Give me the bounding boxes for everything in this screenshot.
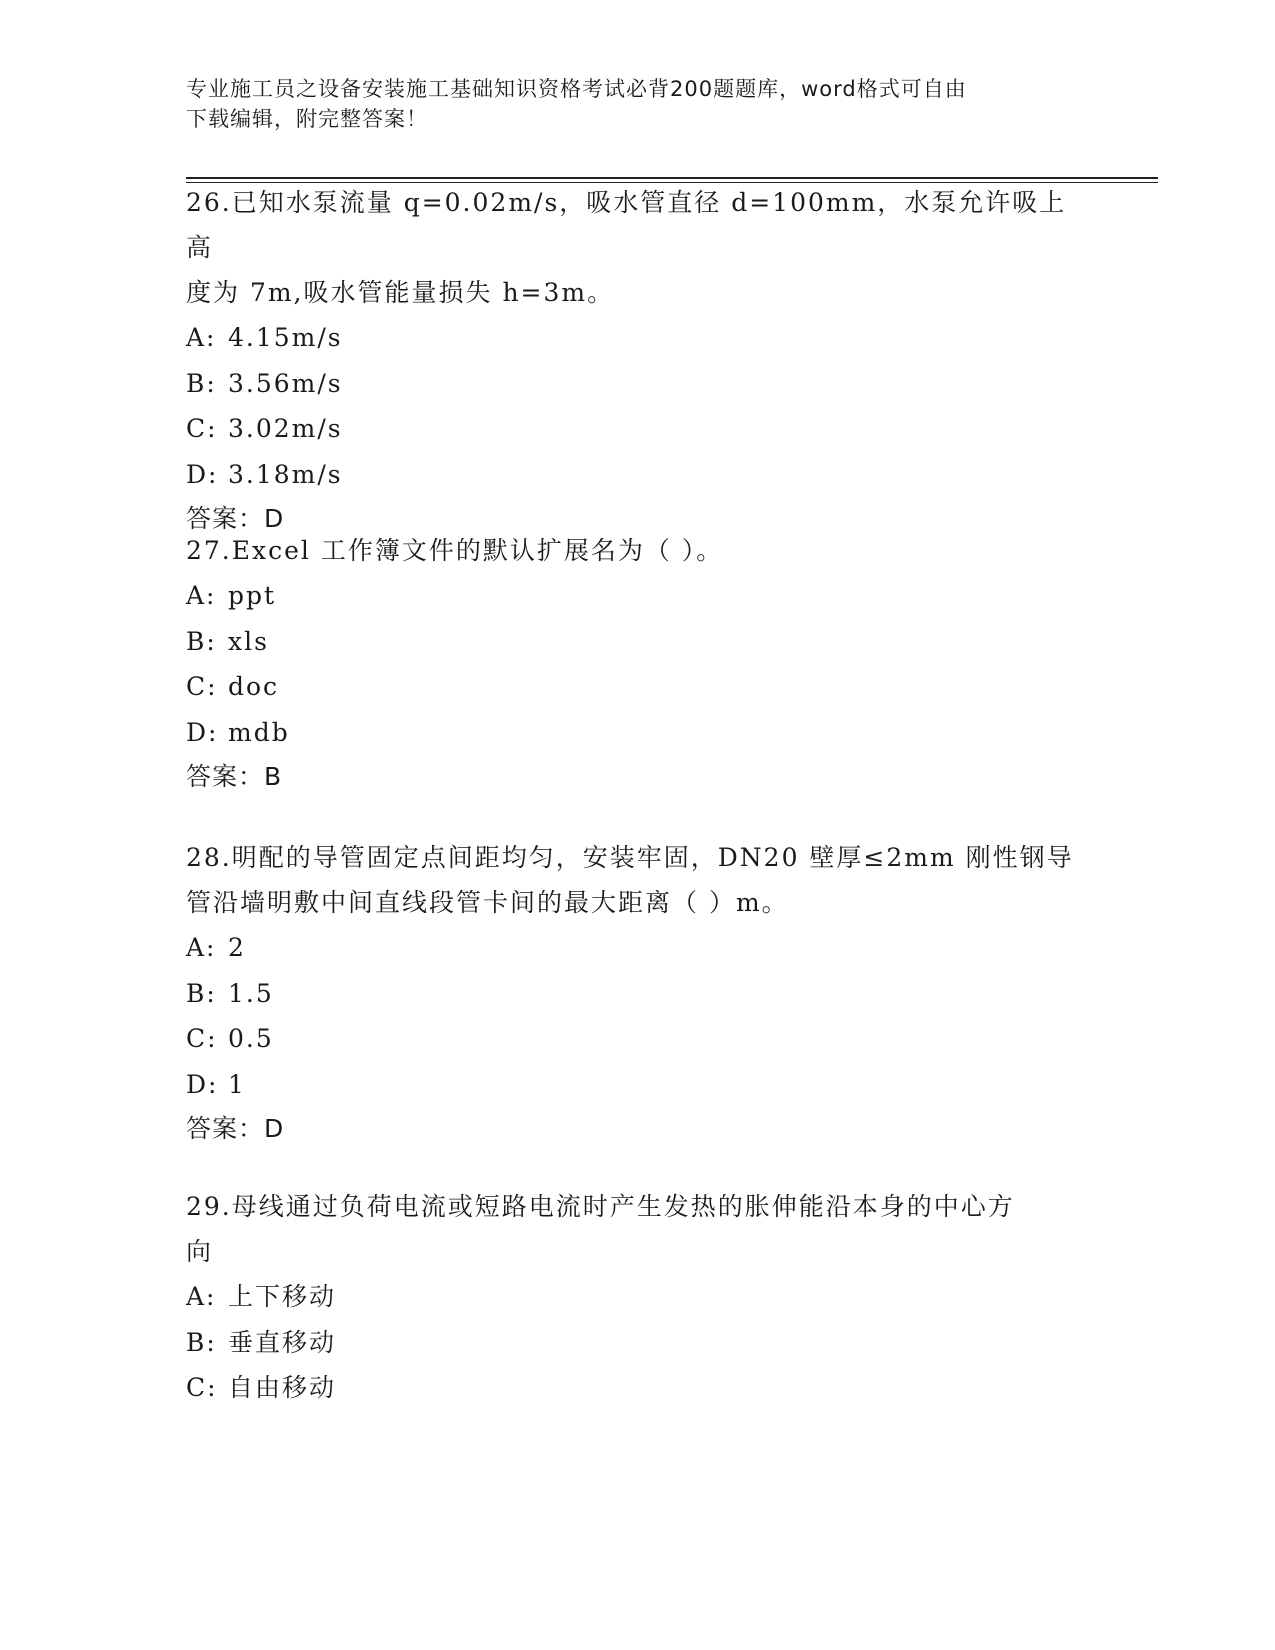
option-d [186, 452, 1086, 498]
option-text: 上下移动 [228, 1282, 337, 1311]
question-text-line: 度为 7m,吸水管能量损失 h=3m。 [186, 278, 615, 307]
question-26 [186, 180, 1086, 541]
question-text-line: 28.明配的导管固定点间距均匀，安装牢固，DN20 壁厚≤2mm 刚性钢导 [186, 843, 1074, 872]
header-line-2: 下载编辑，附完整答案！ [186, 107, 428, 131]
option-key: C: [186, 1373, 218, 1402]
option-b [186, 971, 1086, 1017]
option-key: C: [186, 414, 218, 443]
option-text: 4.15m/s [228, 323, 343, 352]
question-29 [186, 1184, 1086, 1411]
option-text: xls [228, 626, 269, 656]
option-text: 3.56m/s [228, 368, 343, 398]
question-text-line: 29.母线通过负荷电流或短路电流时产生发热的胀伸能沿本身的中心方 [186, 1192, 1015, 1221]
option-key: B: [186, 626, 217, 656]
option-a [186, 573, 1086, 619]
option-key: B: [186, 1327, 217, 1357]
option-c [186, 406, 1086, 452]
option-key: C: [186, 672, 218, 701]
answer-line: 答案：D [186, 504, 285, 533]
option-b [186, 619, 1086, 665]
header-line-1: 专业施工员之设备安装施工基础知识资格考试必背200题题库，word格式可自由 [186, 77, 967, 101]
option-key: B: [186, 368, 217, 398]
option-text: 1 [228, 1069, 246, 1099]
question-28 [186, 835, 1086, 1151]
question-27 [186, 528, 1086, 799]
option-key: A: [186, 1282, 217, 1311]
option-a [186, 1274, 1086, 1320]
option-a [186, 925, 1086, 971]
question-text-line: 管沿墙明敷中间直线段管卡间的最大距离（ ）m。 [186, 888, 789, 917]
option-text: mdb [228, 717, 290, 747]
option-key: C: [186, 1024, 218, 1053]
option-c [186, 1016, 1086, 1062]
option-key: D: [186, 459, 219, 489]
option-text: ppt [228, 581, 277, 610]
answer-line: 答案：B [186, 762, 283, 791]
option-b [186, 361, 1086, 407]
option-d [186, 1062, 1086, 1108]
option-a [186, 315, 1086, 361]
question-text-line: 26.已知水泵流量 q=0.02m/s，吸水管直径 d=100mm，水泵允许吸上高 [186, 188, 1067, 262]
document-header [186, 74, 1066, 134]
option-key: A: [186, 933, 217, 962]
option-text: 3.18m/s [228, 459, 343, 489]
option-text: doc [228, 672, 280, 701]
header-divider-thick [186, 177, 1158, 179]
option-text: 3.02m/s [228, 414, 343, 443]
option-c [186, 1365, 1086, 1411]
option-b [186, 1320, 1086, 1366]
option-text: 垂直移动 [228, 1327, 337, 1357]
option-text: 自由移动 [228, 1373, 337, 1402]
question-text-line: 27.Excel 工作簿文件的默认扩展名为（ ）。 [186, 536, 724, 565]
option-text: 0.5 [228, 1024, 274, 1053]
option-c [186, 664, 1086, 710]
answer-line: 答案：D [186, 1114, 285, 1143]
option-text: 1.5 [228, 978, 274, 1008]
option-key: A: [186, 323, 217, 352]
option-key: B: [186, 978, 217, 1008]
option-key: D: [186, 717, 219, 747]
option-key: A: [186, 581, 217, 610]
option-text: 2 [228, 933, 246, 962]
option-d [186, 710, 1086, 756]
question-text-line: 向 [186, 1237, 214, 1266]
option-key: D: [186, 1069, 219, 1099]
